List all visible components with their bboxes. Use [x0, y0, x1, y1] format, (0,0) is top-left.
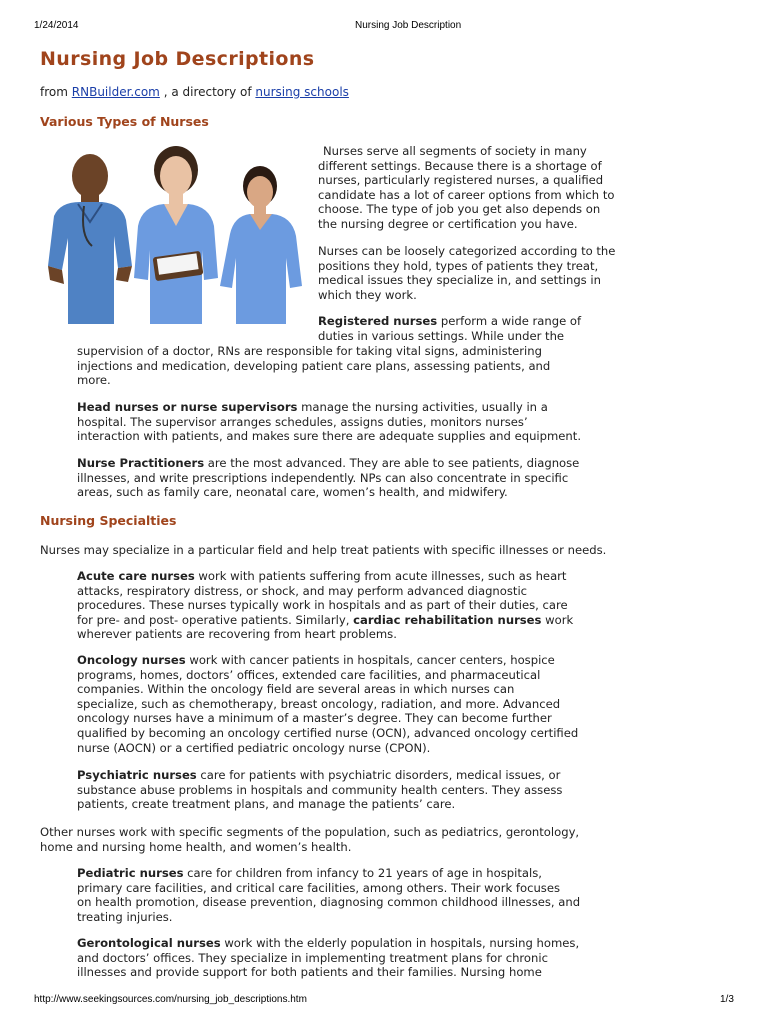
oncology-paragraph: Oncology nurses work with cancer patients in hospitals, cancer centers, hospice programs, homes, doctors’ offices, extended care facilities, and pharmaceutical companies. Within the oncology field are several areas in which nurses can specialize, such as chemotherapy, breast oncology, radiation, and more. Advanced oncology nurses have a minimum of a master’s degree. They can become further qualified by becoming an oncology certified nurse (OCN), advanced oncology certified nurse (AOCN) or a certified pediatric oncology nurse (CPON). [77, 653, 579, 755]
term-oncology-nurses: Oncology nurses [77, 653, 186, 667]
nursing-schools-link[interactable]: nursing schools [255, 85, 349, 99]
term-cardiac-rehab-nurses: cardiac rehabilitation nurses [353, 612, 542, 627]
nurses-photo [40, 146, 306, 324]
print-footer-url: http://www.seekingsources.com/nursing_job_descriptions.htm [34, 994, 307, 1005]
specialties-intro: Nurses may specialize in a particular field and help treat patients with specific illnesses or needs. [40, 543, 607, 557]
term-pediatric-nurses: Pediatric nurses [77, 866, 184, 880]
gerontological-paragraph: Gerontological nurses work with the elderly population in hospitals, nursing homes, and doctors’ offices. They specialize in implementing treatment plans for chronic illnesses and provide support for both patients and their families. Nursing home [77, 936, 580, 980]
registered-nurses-paragraph: supervision of a doctor, RNs are responsible for taking vital signs, administering injections and medication, developing patient care plans, assessing patients, and more. [77, 344, 551, 388]
term-nurse-practitioners: Nurse Practitioners [77, 456, 205, 470]
section-heading-types: Various Types of Nurses [40, 114, 209, 129]
psychiatric-paragraph: Psychiatric nurses care for patients with psychiatric disorders, medical issues, or substance abuse problems in hospitals and community health centers. They assess patients, create treatment plans, and manage the patients’ care. [77, 768, 563, 812]
rnbuilder-link[interactable]: RNBuilder.com [71, 85, 160, 99]
print-title: Nursing Job Description [355, 20, 462, 31]
acute-care-paragraph: Acute care nurses work with patients suffering from acute illnesses, such as heart attacks, respiratory distress, or shock, and may perform advanced diagnostic procedures. These nurses typically work in hospitals and as part of their duties, care for pre- and post- operative patients. Similarly, cardiac rehabilitation nurses work wherever patients are recovering from heart problems. [77, 569, 574, 642]
print-page-number: 1/3 [720, 994, 734, 1005]
page-title: Nursing Job Descriptions [40, 48, 315, 70]
nurse-practitioners-paragraph: Nurse Practitioners are the most advanced. They are able to see patients, diagnose illnesses, and write prescriptions independently. NPs can also concentrate in specific areas, such as family care, neonatal care, women’s health, and midwifery. [77, 456, 580, 500]
term-psychiatric-nurses: Psychiatric nurses [77, 768, 197, 782]
pediatric-paragraph: Pediatric nurses care for children from infancy to 21 years of age in hospitals, primary care facilities, and critical care facilities, among others. Their work focuses on health promotion, disease prevention, diagnosing common childhood illnesses, and treating injuries. [77, 866, 581, 924]
source-line: from RNBuilder.com , a directory of nursing schools [40, 85, 349, 99]
categories-paragraph: Nurses can be loosely categorized according to the positions they hold, types of patients they treat, medical issues they specialize in, and settings in which they work. [318, 244, 616, 302]
term-head-nurses: Head nurses or nurse supervisors [77, 400, 298, 414]
intro-paragraph: Nurses serve all segments of society in many different settings. Because there is a shortage of nurses, particularly registered nurses, a qualified candidate has a lot of career options from which to choose. The type of job you get also depends on the nursing degree or certification you have. [318, 144, 615, 231]
print-date: 1/24/2014 [34, 20, 79, 31]
registered-nurses-paragraph-top: Registered nurses perform a wide range of duties in various settings. While under the [318, 314, 582, 343]
term-acute-care-nurses: Acute care nurses [77, 569, 195, 583]
term-gerontological-nurses: Gerontological nurses [77, 936, 221, 950]
section-heading-specialties: Nursing Specialties [40, 513, 177, 528]
head-nurses-paragraph: Head nurses or nurse supervisors manage the nursing activities, usually in a hospital. The supervisor arranges schedules, assigns duties, monitors nurses’ interaction with patients, and makes sure there are adequate supplies and equipment. [77, 400, 582, 444]
term-registered-nurses: Registered nurses [318, 314, 438, 328]
other-nurses-paragraph: Other nurses work with specific segments of the population, such as pediatrics, gerontology, home and nursing home health, and women’s health. [40, 825, 580, 854]
